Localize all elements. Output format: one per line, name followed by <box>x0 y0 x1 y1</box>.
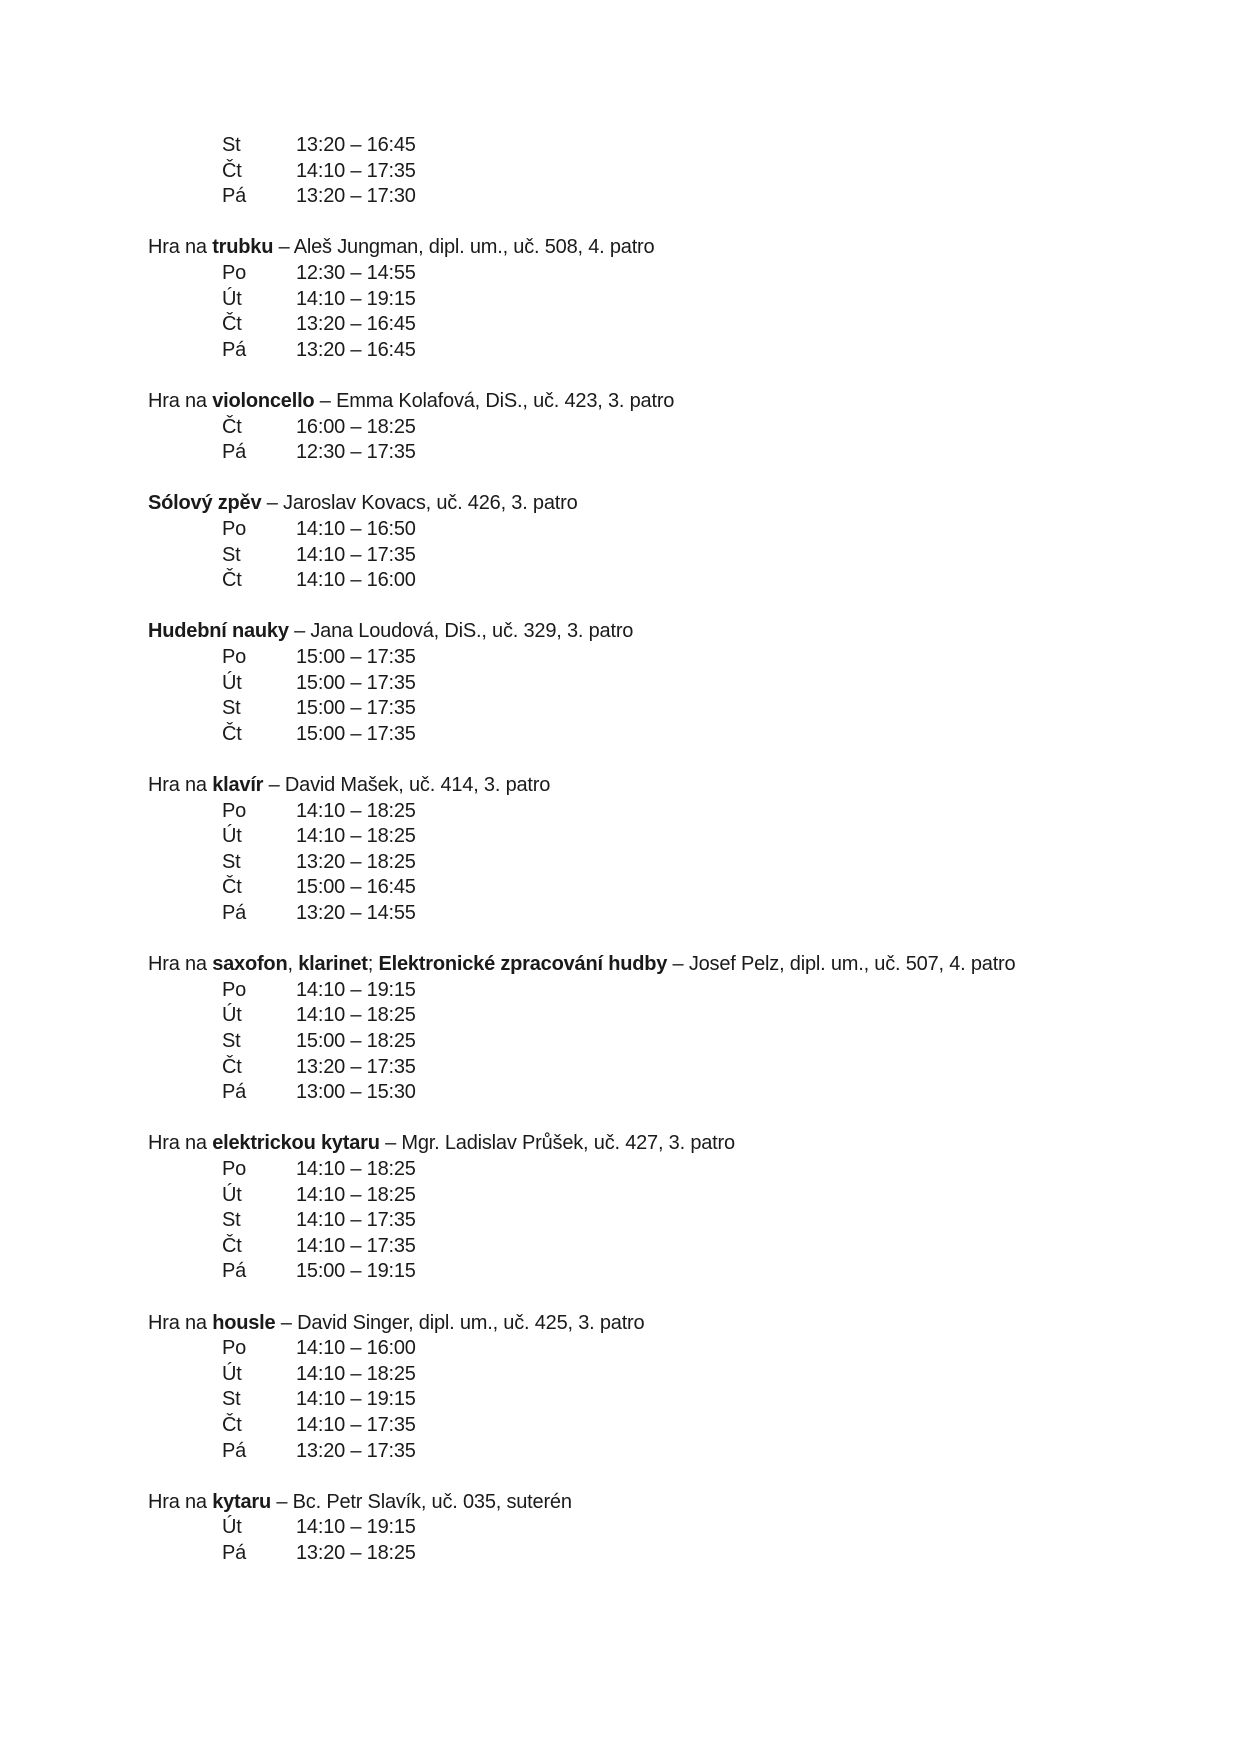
schedule-day: Čt <box>222 1055 242 1078</box>
schedule-day: Čt <box>222 1234 242 1257</box>
heading-text: Hra na <box>148 1490 213 1513</box>
schedule-day: Čt <box>222 722 242 745</box>
heading-subject: elektrickou kytaru <box>212 1132 380 1155</box>
schedule-day: Pá <box>222 1260 247 1283</box>
schedule-time: 14:10 – 19:15 <box>296 978 416 1001</box>
heading-text: – Emma Kolafová, DiS., uč. 423, 3. patro <box>314 390 675 412</box>
schedule-day: St <box>222 134 241 156</box>
schedule-day: St <box>222 697 241 720</box>
schedule-time: 15:00 – 18:25 <box>296 1030 416 1052</box>
schedule-day: Čt <box>222 876 242 899</box>
schedule-time: 14:10 – 17:35 <box>296 1209 416 1232</box>
heading-text: – David Singer, dipl. um., uč. 425, 3. patro <box>275 1311 645 1334</box>
heading-text: – David Mašek, uč. 414, 3. patro <box>263 774 551 796</box>
heading-text: Hra na <box>148 953 213 976</box>
schedule-time: 15:00 – 16:45 <box>296 876 416 899</box>
schedule-day: Čt <box>222 313 242 336</box>
section-heading <box>148 618 633 644</box>
schedule-time: 14:10 – 17:35 <box>296 159 416 182</box>
schedule-day: Pá <box>222 185 247 208</box>
schedule-time: 13:20 – 14:55 <box>296 902 416 924</box>
heading-text: ; <box>367 953 379 976</box>
schedule-time: 14:10 – 18:25 <box>296 1362 416 1385</box>
schedule-time: 13:20 – 17:35 <box>296 1439 416 1462</box>
schedule-day: Pá <box>222 1542 247 1564</box>
schedule-day: Pá <box>222 338 247 361</box>
heading-text: – Jana Loudová, DiS., uč. 329, 3. patro <box>288 620 634 643</box>
schedule-time: 12:30 – 17:35 <box>296 441 416 464</box>
schedule-day: Po <box>222 799 247 822</box>
schedule-time: 13:20 – 16:45 <box>296 338 416 361</box>
schedule-day: Čt <box>222 415 242 438</box>
heading-subject: Hudební nauky <box>148 620 289 643</box>
heading-subject: kytaru <box>212 1490 272 1513</box>
schedule-day: Út <box>222 1516 242 1539</box>
heading-text: Hra na <box>148 774 213 796</box>
schedule-day: Út <box>222 825 242 848</box>
schedule-day: St <box>222 850 241 873</box>
schedule-time: 14:10 – 18:25 <box>296 1004 416 1027</box>
heading-text: – Aleš Jungman, dipl. um., uč. 508, 4. patro <box>273 236 655 259</box>
schedule-day: Út <box>222 1362 242 1385</box>
schedule-day: St <box>222 1209 241 1232</box>
schedule-time: 15:00 – 17:35 <box>296 697 416 720</box>
heading-subject: violoncello <box>212 390 315 412</box>
schedule-time: 14:10 – 18:25 <box>296 1158 416 1180</box>
schedule-time: 15:00 – 17:35 <box>296 722 416 745</box>
schedule-time: 15:00 – 19:15 <box>296 1260 416 1283</box>
schedule-time: 15:00 – 17:35 <box>296 646 416 668</box>
schedule-day: Pá <box>222 1439 247 1462</box>
section-heading <box>148 490 578 516</box>
heading-text: – Josef Pelz, dipl. um., uč. 507, 4. patro <box>667 953 1016 976</box>
schedule-day: Út <box>222 1004 242 1027</box>
heading-subject: saxofon <box>212 953 288 976</box>
heading-subject: housle <box>212 1311 276 1334</box>
heading-text: Hra na <box>148 236 213 259</box>
section-heading <box>148 234 654 260</box>
section-heading <box>148 1489 572 1515</box>
heading-text: – Mgr. Ladislav Průšek, uč. 427, 3. patro <box>379 1132 735 1155</box>
schedule-time: 14:10 – 19:15 <box>296 287 416 310</box>
schedule-time: 14:10 – 17:35 <box>296 543 416 566</box>
schedule-day: Po <box>222 1158 247 1180</box>
schedule-day: Pá <box>222 441 247 464</box>
schedule-day: St <box>222 543 241 566</box>
schedule-day: St <box>222 1388 241 1411</box>
schedule-day: Pá <box>222 902 247 924</box>
schedule-time: 15:00 – 17:35 <box>296 671 416 694</box>
section-heading <box>148 772 550 798</box>
heading-text: Hra na <box>148 390 213 412</box>
schedule-time: 12:30 – 14:55 <box>296 262 416 284</box>
heading-text: Hra na <box>148 1132 213 1155</box>
schedule-day: Út <box>222 1183 242 1206</box>
schedule-time: 14:10 – 18:25 <box>296 825 416 848</box>
heading-text: – Jaroslav Kovacs, uč. 426, 3. patro <box>261 492 578 515</box>
schedule-day: Čt <box>222 569 242 592</box>
schedule-day: St <box>222 1030 241 1052</box>
schedule-time: 13:00 – 15:30 <box>296 1081 416 1104</box>
schedule-day: Čt <box>222 1414 242 1436</box>
schedule-day: Pá <box>222 1081 247 1104</box>
heading-text: – Bc. Petr Slavík, uč. 035, suterén <box>271 1490 572 1513</box>
schedule-time: 14:10 – 18:25 <box>296 1183 416 1206</box>
schedule-day: Po <box>222 262 247 284</box>
schedule-time: 14:10 – 18:25 <box>296 799 416 822</box>
schedule-day: Po <box>222 978 247 1001</box>
schedule-time: 13:20 – 16:45 <box>296 134 416 156</box>
schedule-time: 14:10 – 17:35 <box>296 1414 416 1436</box>
schedule-time: 14:10 – 16:50 <box>296 518 416 540</box>
schedule-day: Čt <box>222 159 242 182</box>
heading-subject: klarinet <box>298 953 368 976</box>
schedule-time: 14:10 – 19:15 <box>296 1388 416 1411</box>
section-heading <box>148 1310 644 1336</box>
heading-subject: trubku <box>212 236 274 259</box>
schedule-time: 14:10 – 16:00 <box>296 1337 416 1360</box>
schedule-day: Út <box>222 287 242 310</box>
section-heading <box>148 1130 735 1156</box>
section-heading <box>148 951 1015 977</box>
schedule-time: 13:20 – 17:35 <box>296 1055 416 1078</box>
schedule-time: 13:20 – 18:25 <box>296 850 416 873</box>
schedule-time: 14:10 – 19:15 <box>296 1516 416 1539</box>
schedule-time: 13:20 – 16:45 <box>296 313 416 336</box>
schedule-day: Út <box>222 671 242 694</box>
heading-text: , <box>287 953 299 976</box>
schedule-time: 14:10 – 16:00 <box>296 569 416 592</box>
heading-subject: klavír <box>212 774 264 796</box>
schedule-day: Po <box>222 646 247 668</box>
schedule-time: 14:10 – 17:35 <box>296 1234 416 1257</box>
schedule-time: 16:00 – 18:25 <box>296 415 416 438</box>
schedule-time: 13:20 – 18:25 <box>296 1542 416 1564</box>
heading-subject: Sólový zpěv <box>148 492 262 515</box>
heading-subject: Elektronické zpracování hudby <box>378 953 668 976</box>
heading-text: Hra na <box>148 1311 213 1334</box>
schedule-time: 13:20 – 17:30 <box>296 185 416 208</box>
schedule-day: Po <box>222 1337 247 1360</box>
section-heading <box>148 388 674 414</box>
schedule-day: Po <box>222 518 247 540</box>
